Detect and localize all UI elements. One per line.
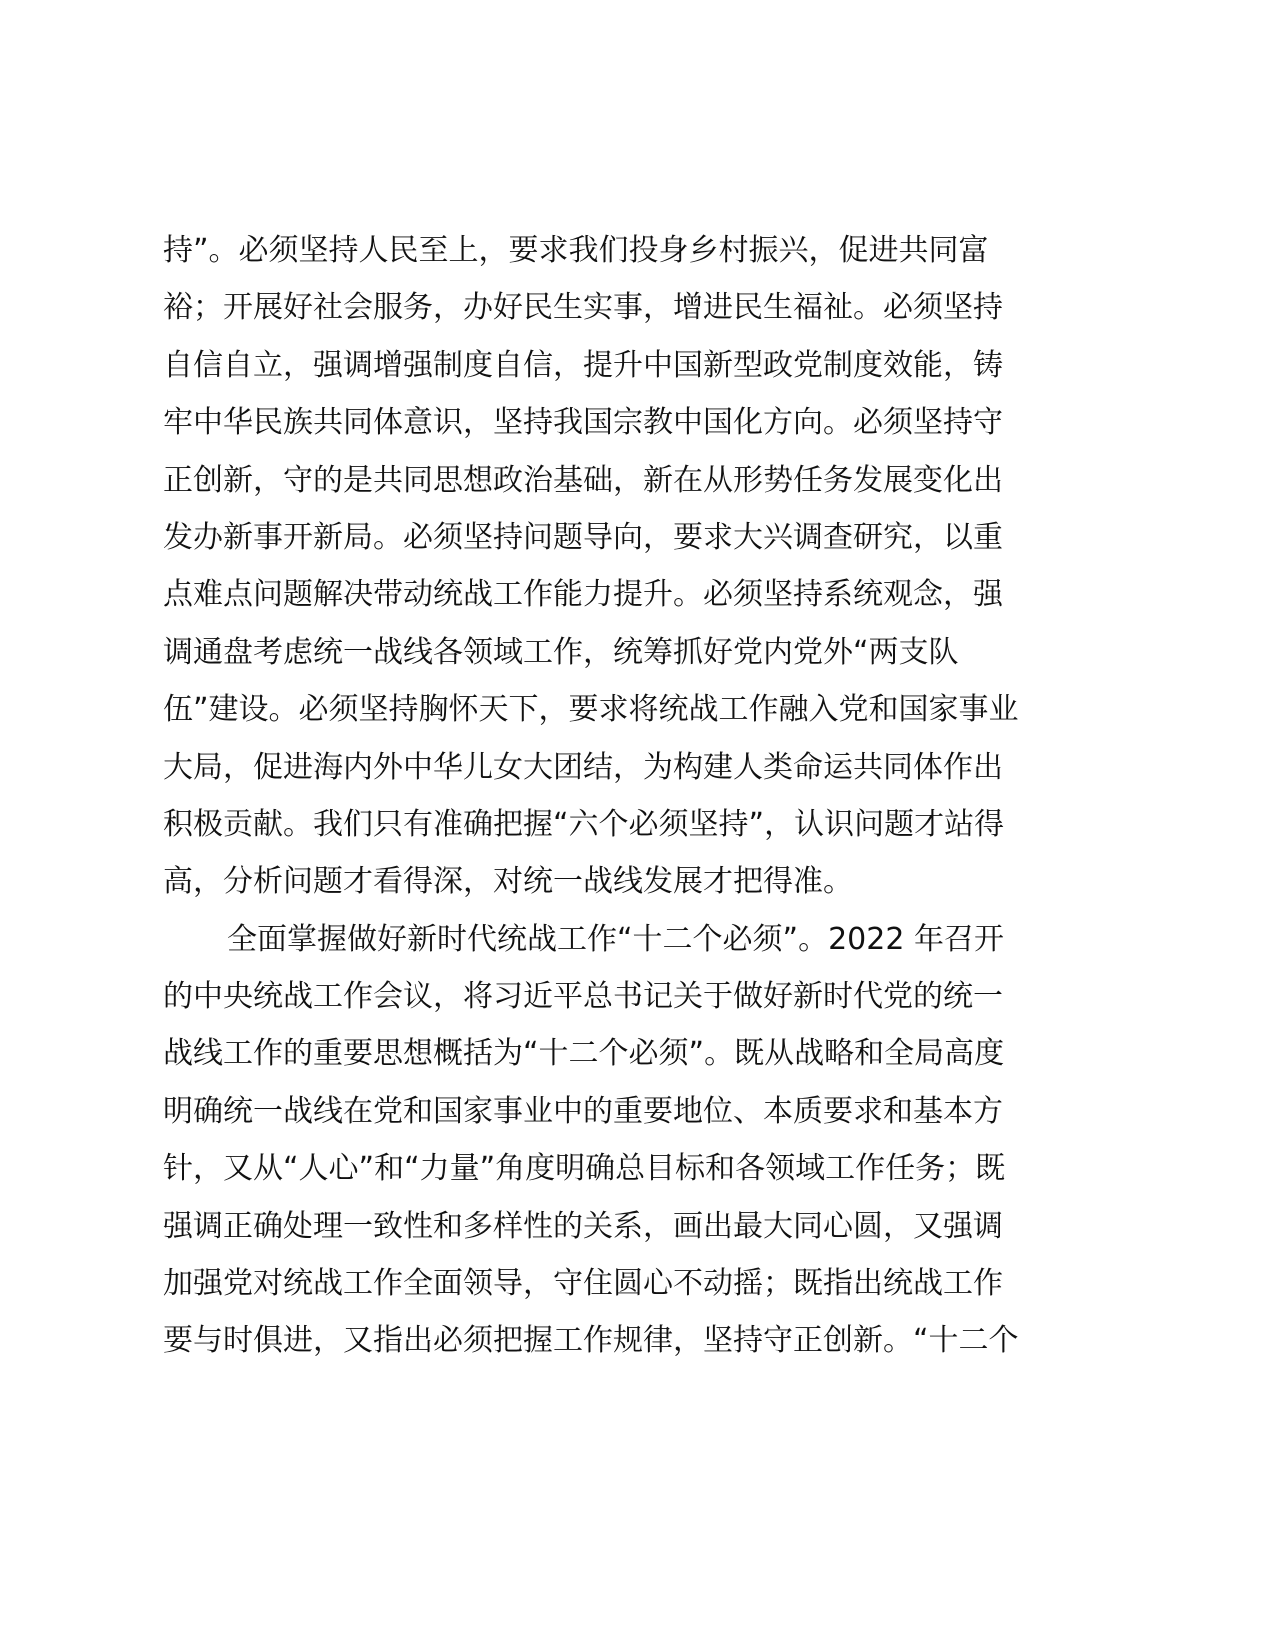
text-line: 强调正确处理一致性和多样性的关系，画出最大同心圆，又强调 bbox=[163, 1208, 1003, 1244]
paragraph-start-line: 全面掌握做好新时代统战工作“十二个必须”。2022 年召开 bbox=[227, 921, 1004, 957]
text-line: 大局，促进海内外中华儿女大团结，为构建人类命运共同体作出 bbox=[163, 749, 1003, 785]
body-text bbox=[163, 222, 1123, 1370]
text-line: 高，分析问题才看得深，对统一战线发展才把得准。 bbox=[163, 864, 853, 900]
text-line: 伍”建设。必须坚持胸怀天下，要求将统战工作融入党和国家事业 bbox=[163, 692, 1019, 728]
text-line: 的中央统战工作会议，将习近平总书记关于做好新时代党的统一 bbox=[163, 979, 1003, 1015]
text-line: 自信自立，强调增强制度自信，提升中国新型政党制度效能，铸 bbox=[163, 347, 1003, 383]
text-line: 战线工作的重要思想概括为“十二个必须”。既从战略和全局高度 bbox=[163, 1036, 1005, 1072]
text-line: 点难点问题解决带动统战工作能力提升。必须坚持系统观念，强 bbox=[163, 577, 1003, 613]
text-line: 正创新，守的是共同思想政治基础，新在从形势任务发展变化出 bbox=[163, 462, 1003, 498]
text-line: 发办新事开新局。必须坚持问题导向，要求大兴调查研究，以重 bbox=[163, 519, 1003, 555]
text-line: 牢中华民族共同体意识，坚持我国宗教中国化方向。必须坚持守 bbox=[163, 405, 1003, 441]
text-line: 加强党对统战工作全面领导，守住圆心不动摇；既指出统战工作 bbox=[163, 1266, 1003, 1302]
text-line: 积极贡献。我们只有准确把握“六个必须坚持”，认识问题才站得 bbox=[163, 806, 1005, 842]
text-line: 针，又从“人心”和“力量”角度明确总目标和各领域工作任务；既 bbox=[163, 1151, 1006, 1187]
text-line: 裕；开展好社会服务，办好民生实事，增进民生福祉。必须坚持 bbox=[163, 290, 1003, 326]
text-line: 要与时俱进，又指出必须把握工作规律，坚持守正创新。“十二个 bbox=[163, 1323, 1019, 1359]
text-line: 持”。必须坚持人民至上，要求我们投身乡村振兴，促进共同富 bbox=[163, 233, 989, 268]
text-line: 明确统一战线在党和国家事业中的重要地位、本质要求和基本方 bbox=[163, 1093, 1003, 1129]
text-line: 调通盘考虑统一战线各领域工作，统筹抓好党内党外“两支队 bbox=[163, 634, 959, 670]
